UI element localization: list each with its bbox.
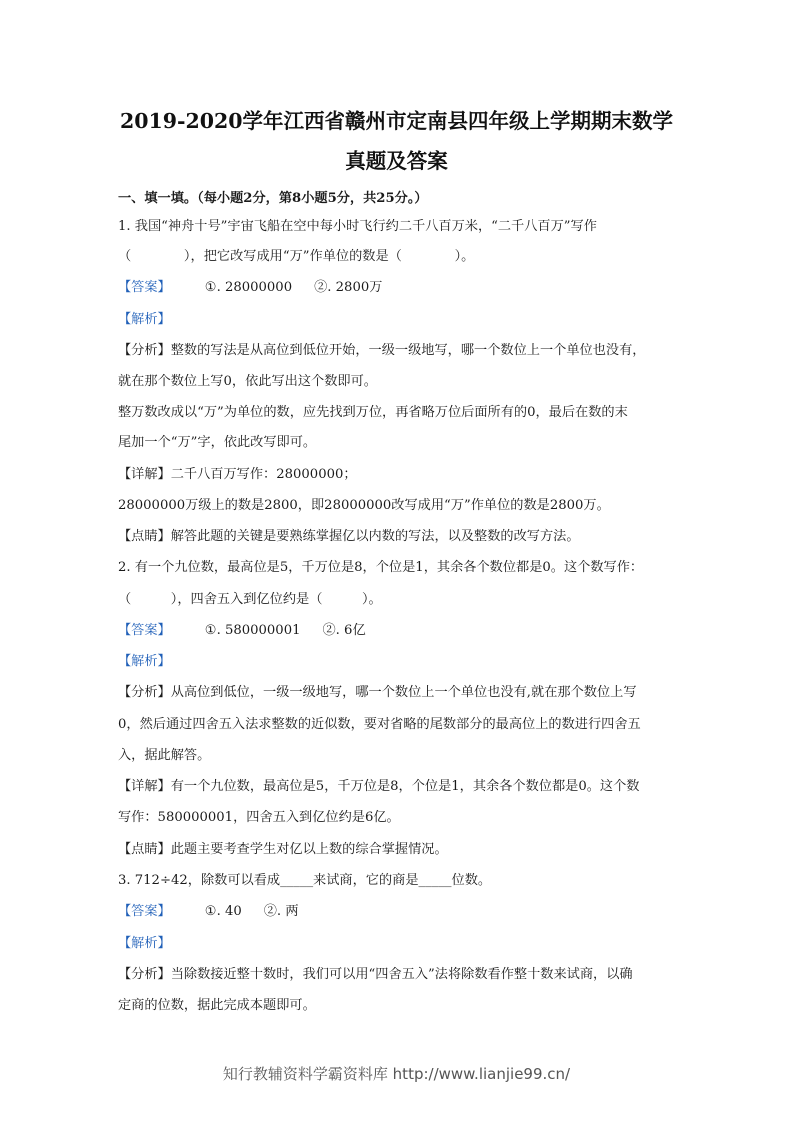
q1-answer-1: ①. 28000000 bbox=[204, 280, 293, 295]
section-heading: 一、填一填。（每小题2分，第8小题5分，共25分。） bbox=[118, 191, 428, 206]
q2-stem-line2: （ ），四舍五入到亿位约是（ ）。 bbox=[118, 592, 382, 607]
fenxi-label: 【分析】 bbox=[118, 685, 171, 700]
q2-dianjing: 【点睛】此题主要考查学生对亿以上数的综合掌握情况。 bbox=[118, 842, 448, 857]
q2-answer bbox=[118, 622, 688, 640]
q2-answer-2: ②. 6亿 bbox=[322, 623, 366, 638]
dianjing-label: 【点睛】 bbox=[118, 529, 171, 544]
q1-analysis-label: 【解析】 bbox=[118, 312, 171, 327]
q2-xiangjie-line2: 写作：580000001，四舍五入到亿位约是6亿。 bbox=[118, 810, 400, 825]
footer-watermark: 知行教辅资料学霸资料库 http://www.lianjie99.cn/ bbox=[222, 1065, 571, 1083]
answer-label: 【答案】 bbox=[118, 280, 171, 295]
xiangjie-label: 【详解】 bbox=[118, 779, 171, 794]
document-title-line1: 2019-2020学年江西省赣州市定南县四年级上学期期末数学 bbox=[119, 109, 674, 133]
q1-fenxi-line3: 整万数改成以“万”为单位的数，应先找到万位，再省略万位后面所有的0，最后在数的末 bbox=[118, 405, 628, 420]
q2-fenxi-line2: 0，然后通过四舍五入法求整数的近似数，要对省略的尾数部分的最高位上的数进行四舍五 bbox=[118, 717, 641, 732]
q1-xiangjie-line1: 【详解】二千八百万写作：28000000； bbox=[118, 467, 357, 482]
q3-analysis-label: 【解析】 bbox=[118, 936, 171, 951]
q1-answer bbox=[118, 279, 688, 297]
q3-answer-2: ②. 两 bbox=[263, 904, 299, 919]
q3-fenxi-line1: 【分析】当除数接近整十数时，我们可以用“四舍五入”法将除数看作整十数来试商，以确 bbox=[118, 967, 633, 982]
q2-answer-1: ①. 580000001 bbox=[204, 623, 301, 638]
fenxi-label: 【分析】 bbox=[118, 967, 171, 982]
q2-fenxi-line1: 【分析】从高位到低位，一级一级地写，哪一个数位上一个单位也没有,就在那个数位上写 bbox=[118, 685, 637, 700]
q3-stem-line1: 3. 712÷42，除数可以看成_____来试商，它的商是_____位数。 bbox=[118, 873, 492, 888]
fenxi-label: 【分析】 bbox=[118, 343, 171, 358]
q1-fenxi-line4: 尾加一个“万”字，依此改写即可。 bbox=[118, 435, 317, 450]
q1-fenxi-line1: 【分析】整数的写法是从高位到低位开始，一级一级地写，哪一个数位上一个单位也没有， bbox=[118, 343, 646, 358]
q1-stem-line1: 1. 我国“神舟十号”宇宙飞船在空中每小时飞行约二千八百万米，“二千八百万”写作 bbox=[118, 219, 597, 234]
q2-stem-line1: 2. 有一个九位数，最高位是5，千万位是8，个位是1，其余各个数位都是0。这个数写作： bbox=[118, 560, 644, 575]
q2-analysis-label: 【解析】 bbox=[118, 654, 171, 669]
q1-stem-line2: （ ），把它改写成用“万”作单位的数是（ ）。 bbox=[118, 249, 475, 264]
q2-fenxi-line3: 入，据此解答。 bbox=[118, 748, 211, 763]
q1-xiangjie-line2: 28000000万级上的数是2800，即28000000改写成用“万”作单位的数是2800万。 bbox=[118, 498, 610, 513]
xiangjie-label: 【详解】 bbox=[118, 467, 171, 482]
q3-answer-1: ①. 40 bbox=[204, 904, 242, 919]
dianjing-label: 【点睛】 bbox=[118, 842, 171, 857]
q3-answer bbox=[118, 903, 688, 921]
document-title-line2: 真题及答案 bbox=[345, 149, 448, 173]
q1-answer-2: ②. 2800万 bbox=[314, 280, 383, 295]
q1-fenxi-line2: 就在那个数位上写0，依此写出这个数即可。 bbox=[118, 374, 377, 389]
q1-dianjing: 【点睛】解答此题的关键是要熟练掌握亿以内数的写法，以及整数的改写方法。 bbox=[118, 529, 580, 544]
q3-fenxi-line2: 定商的位数，据此完成本题即可。 bbox=[118, 998, 316, 1013]
answer-label: 【答案】 bbox=[118, 623, 171, 638]
answer-label: 【答案】 bbox=[118, 904, 171, 919]
q2-xiangjie-line1: 【详解】有一个九位数，最高位是5，千万位是8，个位是1，其余各个数位都是0。这个数 bbox=[118, 779, 640, 794]
